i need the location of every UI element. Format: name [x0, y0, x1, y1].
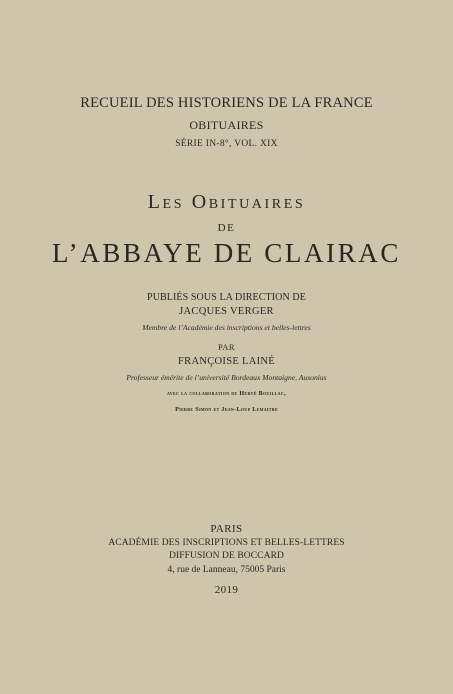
book-title-line-1: Les Obituaires	[147, 191, 306, 213]
collaboration-line-1: avec la collaboration de Hervé Bouillac,	[167, 391, 286, 397]
series-title: RECUEIL DES HISTORIENS DE LA FRANCE	[80, 95, 373, 111]
author-role: Professeur émérite de l’université Bordeaux Montaigne, Ausonius	[126, 373, 327, 382]
book-title-line-2: L’ABBAYE DE CLAIRAC	[52, 238, 401, 268]
author-name: FRANÇOISE LAINÉ	[178, 356, 275, 367]
series-volume: SÉRIE IN-8°, VOL. XIX	[175, 139, 278, 149]
director-name: JACQUES VERGER	[179, 306, 274, 317]
par-label: PAR	[218, 342, 235, 352]
collaboration-line-2: Pierre Simon et Jean-Loup Lemaitre	[175, 406, 278, 413]
published-by-label: PUBLIÉS SOUS LA DIRECTION DE	[147, 292, 306, 303]
book-title-connector: DE	[217, 222, 236, 234]
imprint-publisher: ACADÉMIE DES INSCRIPTIONS ET BELLES-LETTRES	[108, 538, 345, 548]
series-subtitle: OBITUAIRES	[189, 118, 264, 132]
imprint-distributor: DIFFUSION DE BOCCARD	[169, 551, 284, 561]
imprint-city: PARIS	[210, 523, 243, 535]
imprint-year: 2019	[214, 584, 239, 596]
imprint-address: 4, rue de Lanneau, 75005 Paris	[167, 565, 286, 575]
director-role: Membre de l’Académie des inscriptions et belles-lettres	[142, 323, 311, 332]
